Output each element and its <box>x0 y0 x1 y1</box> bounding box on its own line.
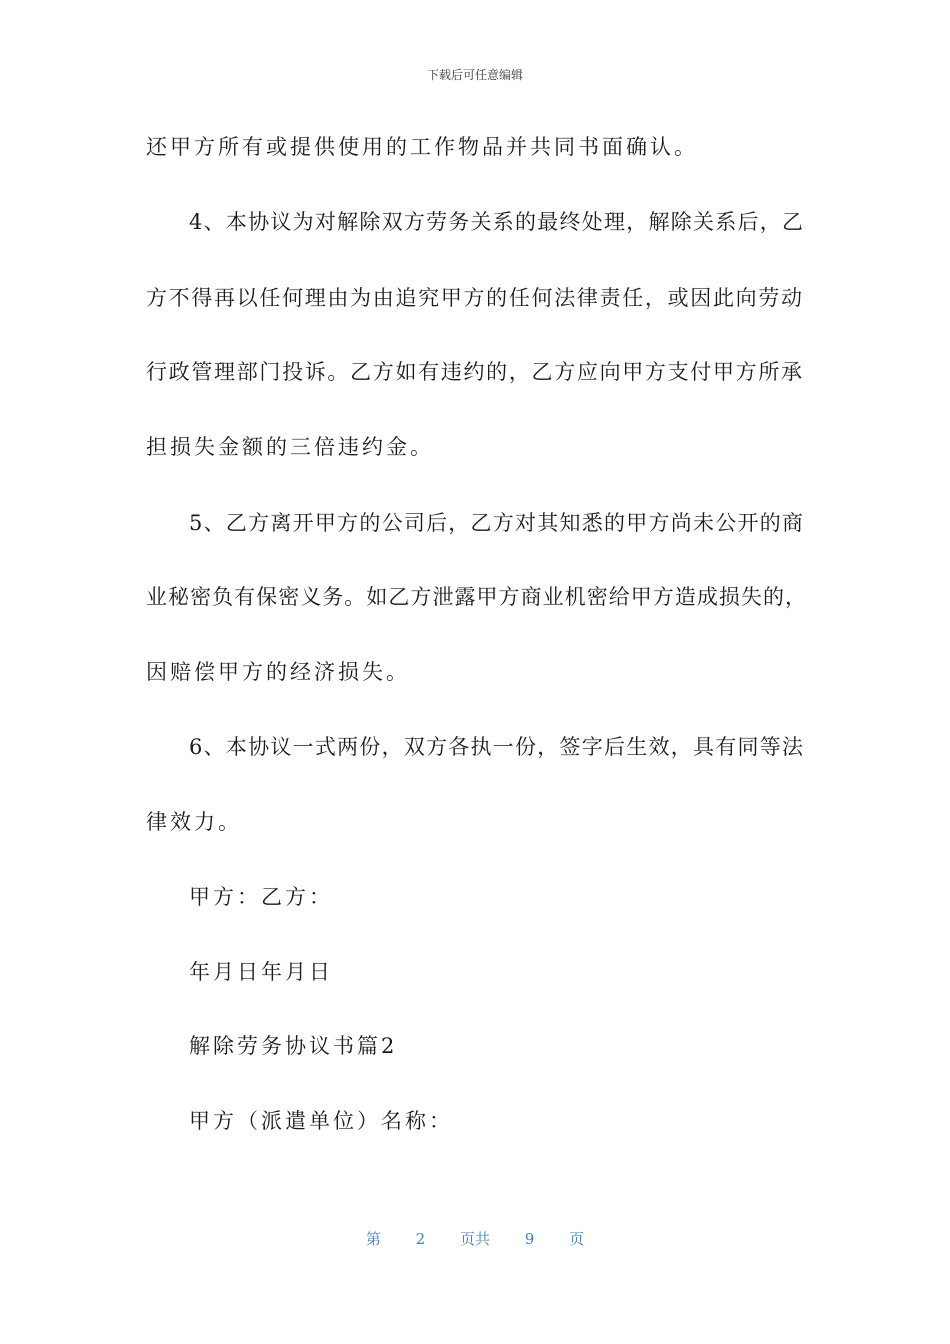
signature-parties-line: 甲方：乙方： <box>189 885 333 909</box>
paragraph-line: 方不得再以任何理由为由追究甲方的任何法律责任，或因此向劳动 <box>146 286 802 310</box>
paragraph-line: 因赔偿甲方的经济损失。 <box>146 660 410 684</box>
page-label-mid: 页共 <box>459 1230 490 1248</box>
paragraph-line: 行政管理部门投诉。乙方如有违约的，乙方应向甲方支付甲方所承 <box>146 360 802 384</box>
paragraph-line: 5、乙方离开甲方的公司后，乙方对其知悉的甲方尚未公开的商 <box>189 511 803 535</box>
signature-date-line: 年月日年月日 <box>189 960 333 984</box>
paragraph-line: 6、本协议一式两份，双方各执一份，签字后生效，具有同等法 <box>189 735 803 759</box>
party-name-field-label: 甲方（派遣单位）名称： <box>189 1109 453 1133</box>
paragraph-line: 业秘密负有保密义务。如乙方泄露甲方商业机密给甲方造成损失的， <box>146 585 806 609</box>
page-label-suffix: 页 <box>569 1230 585 1248</box>
page-label-prefix: 第 <box>365 1230 381 1248</box>
page-header-note: 下载后可任意编辑 <box>426 68 523 82</box>
total-pages-number: 9 <box>524 1230 535 1248</box>
paragraph-line: 还甲方所有或提供使用的工作物品并共同书面确认。 <box>146 135 698 159</box>
section-heading: 解除劳务协议书篇2 <box>189 1034 398 1058</box>
paragraph-line: 4、本协议为对解除双方劳务关系的最终处理，解除关系后，乙 <box>189 210 803 234</box>
current-page-number: 2 <box>415 1230 426 1248</box>
paragraph-line: 担损失金额的三倍违约金。 <box>146 435 434 459</box>
paragraph-line: 律效力。 <box>146 810 242 834</box>
page-number-footer <box>0 1228 950 1249</box>
